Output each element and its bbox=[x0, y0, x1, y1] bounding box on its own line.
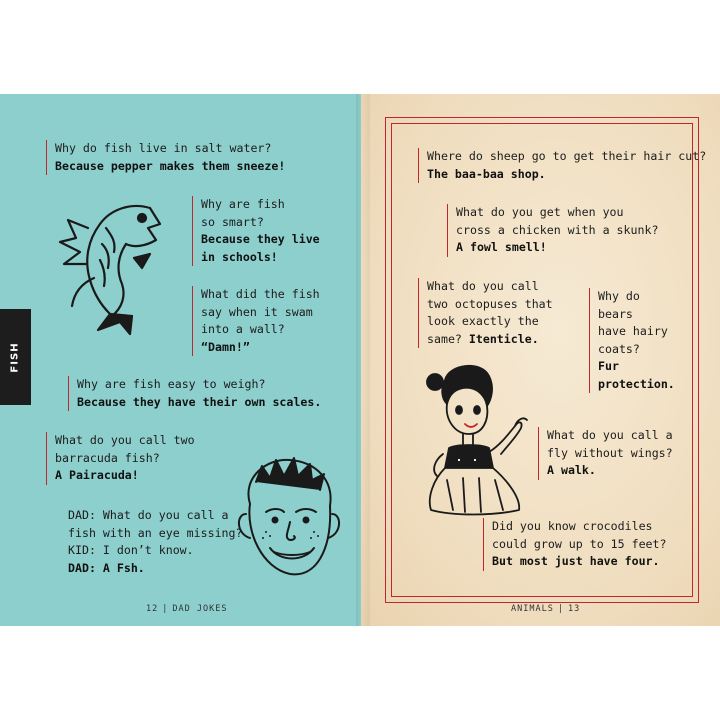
joke-crocodiles bbox=[483, 518, 667, 571]
page-folio-right bbox=[511, 604, 580, 614]
joke-answer: “Damn!” bbox=[201, 339, 250, 354]
joke-answer: Fur protection. bbox=[598, 359, 675, 391]
joke-answer: Itenticle. bbox=[468, 331, 539, 346]
book-title: ANIMALS bbox=[511, 604, 554, 614]
fish-illustration bbox=[50, 198, 170, 338]
book-title: DAD JOKES bbox=[172, 604, 228, 614]
right-page bbox=[361, 94, 720, 626]
joke-question: Why do fish live in salt water? bbox=[55, 141, 272, 155]
joke-answer: A Pairacuda! bbox=[55, 468, 139, 482]
joke-question: What do you get when you cross a chicken with a skunk? bbox=[456, 205, 659, 237]
joke-question: Why are fish so smart? bbox=[201, 197, 285, 229]
joke-answer: The baa-baa shop. bbox=[427, 166, 546, 181]
joke-barracuda bbox=[46, 432, 195, 485]
section-tab-label: FISH bbox=[10, 341, 21, 373]
joke-question: DAD: What do you call a fish with an eye missing? KID: I don’t know. bbox=[68, 508, 243, 557]
joke-answer: DAD: A Fsh. bbox=[68, 560, 145, 575]
left-page bbox=[0, 94, 361, 626]
joke-question: Where do sheep go to get their hair cut? bbox=[427, 149, 707, 163]
joke-question: What do you call two barracuda fish? bbox=[55, 433, 195, 465]
joke-question: Did you know crocodiles could grow up to 15 feet? bbox=[492, 519, 667, 551]
book-gutter bbox=[356, 94, 370, 626]
joke-question: Why do bears have hairy coats? bbox=[598, 289, 668, 356]
boy-face-illustration bbox=[232, 452, 342, 584]
joke-fish-eye bbox=[68, 507, 243, 577]
joke-answer: Because they have their own scales. bbox=[77, 394, 322, 409]
joke-question: What did the fish say when it swam into a wall? bbox=[201, 287, 320, 336]
joke-question: Why are fish easy to weigh? bbox=[77, 377, 266, 391]
joke-weigh-fish bbox=[68, 376, 321, 411]
page-folio-left bbox=[146, 604, 227, 614]
joke-fly-without-wings bbox=[538, 427, 673, 480]
folio-separator: | bbox=[162, 604, 169, 614]
joke-answer: But most just have four. bbox=[492, 554, 660, 568]
page-number: 12 bbox=[146, 604, 159, 614]
page-number: 13 bbox=[567, 604, 581, 614]
joke-answer: A fowl smell! bbox=[456, 240, 547, 254]
joke-octopuses bbox=[418, 278, 553, 348]
joke-answer: Because they live in schools! bbox=[201, 232, 320, 264]
joke-fish-wall bbox=[192, 286, 320, 356]
folio-separator: | bbox=[557, 604, 564, 614]
section-tab bbox=[0, 309, 31, 405]
joke-hairy-bears bbox=[589, 288, 675, 393]
joke-salt-water bbox=[46, 140, 285, 175]
joke-answer: A walk. bbox=[547, 463, 596, 477]
joke-sheep bbox=[418, 148, 706, 183]
joke-chicken-skunk bbox=[447, 204, 658, 257]
woman-illustration bbox=[423, 360, 539, 518]
joke-smart-fish bbox=[192, 196, 320, 266]
joke-question: What do you call a fly without wings? bbox=[547, 428, 673, 460]
joke-answer: Because pepper makes them sneeze! bbox=[55, 158, 286, 173]
book-spread bbox=[0, 94, 720, 626]
joke-question: What do you call two octopuses that look exactly the same? bbox=[427, 279, 553, 346]
